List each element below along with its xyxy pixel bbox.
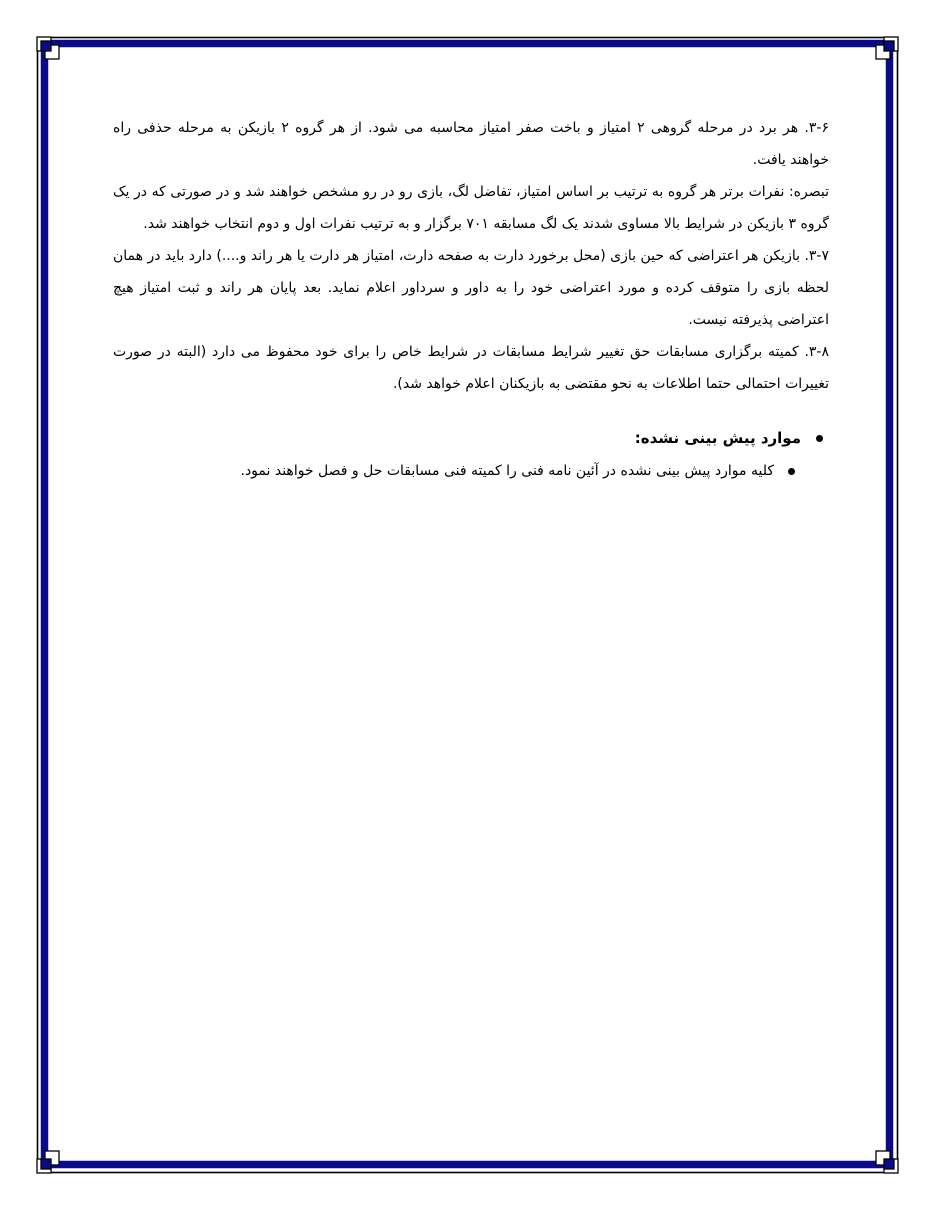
document-body	[113, 112, 829, 488]
list-item	[113, 455, 829, 488]
list-item-text: کلیه موارد پیش بینی نشده در آئین نامه فنی را کمیته فنی مسابقات حل و فصل خواهند نمود.	[240, 463, 774, 479]
section-heading: موارد پیش بینی نشده:	[634, 429, 801, 447]
section-spacer	[113, 400, 829, 422]
corner-ornament-top-right	[876, 37, 898, 59]
corner-ornament-top-left	[37, 37, 59, 59]
unforeseen-section	[113, 422, 829, 488]
corner-ornament-bottom-left	[37, 1151, 59, 1173]
section-heading-item	[113, 422, 829, 455]
bullet-icon	[816, 435, 823, 442]
paragraph-3-8: ۳-۸. کمیته برگزاری مسابقات حق تغییر شرایط مسابقات در شرایط خاص را برای خود محفوظ می دارد (البته در صورت تغییرات احتمالی حتما اطلاعات به نحو مقتضی به بازیکنان اعلام خواهد شد).	[113, 344, 829, 392]
corner-ornament-bottom-right	[876, 1151, 898, 1173]
bullet-icon	[788, 468, 795, 475]
paragraph-3-7: ۳-۷. بازیکن هر اعتراضی که حین بازی (محل برخورد دارت به صفحه دارت، امتیاز هر دارت یا هر راند و....) دارد باید در همان لحظه بازی را متوقف کرده و مورد اعتراضی خود را به داور و سرداور اعلام نماید. بعد پایان هر راند و ثبت امتیاز هیچ اعتراضی پذیرفته نیست.	[113, 248, 829, 328]
paragraph-note: تبصره: نفرات برتر هر گروه به ترتیب بر اساس امتیاز، تفاضل لگ، بازی رو در رو مشخص خواهند شد و در صورتی که در یک گروه ۳ بازیکن در شرایط بالا مساوی شدند یک لگ مسابقه ۷۰۱ برگزار و به ترتیب نفرات اول و دوم انتخاب خواهند شد.	[113, 184, 829, 232]
paragraph-3-6: ۳-۶. هر برد در مرحله گروهی ۲ امتیاز و باخت صفر امتیاز محاسبه می شود. از هر گروه ۲ بازیکن به مرحله حذفی راه خواهند یافت.	[113, 120, 829, 168]
